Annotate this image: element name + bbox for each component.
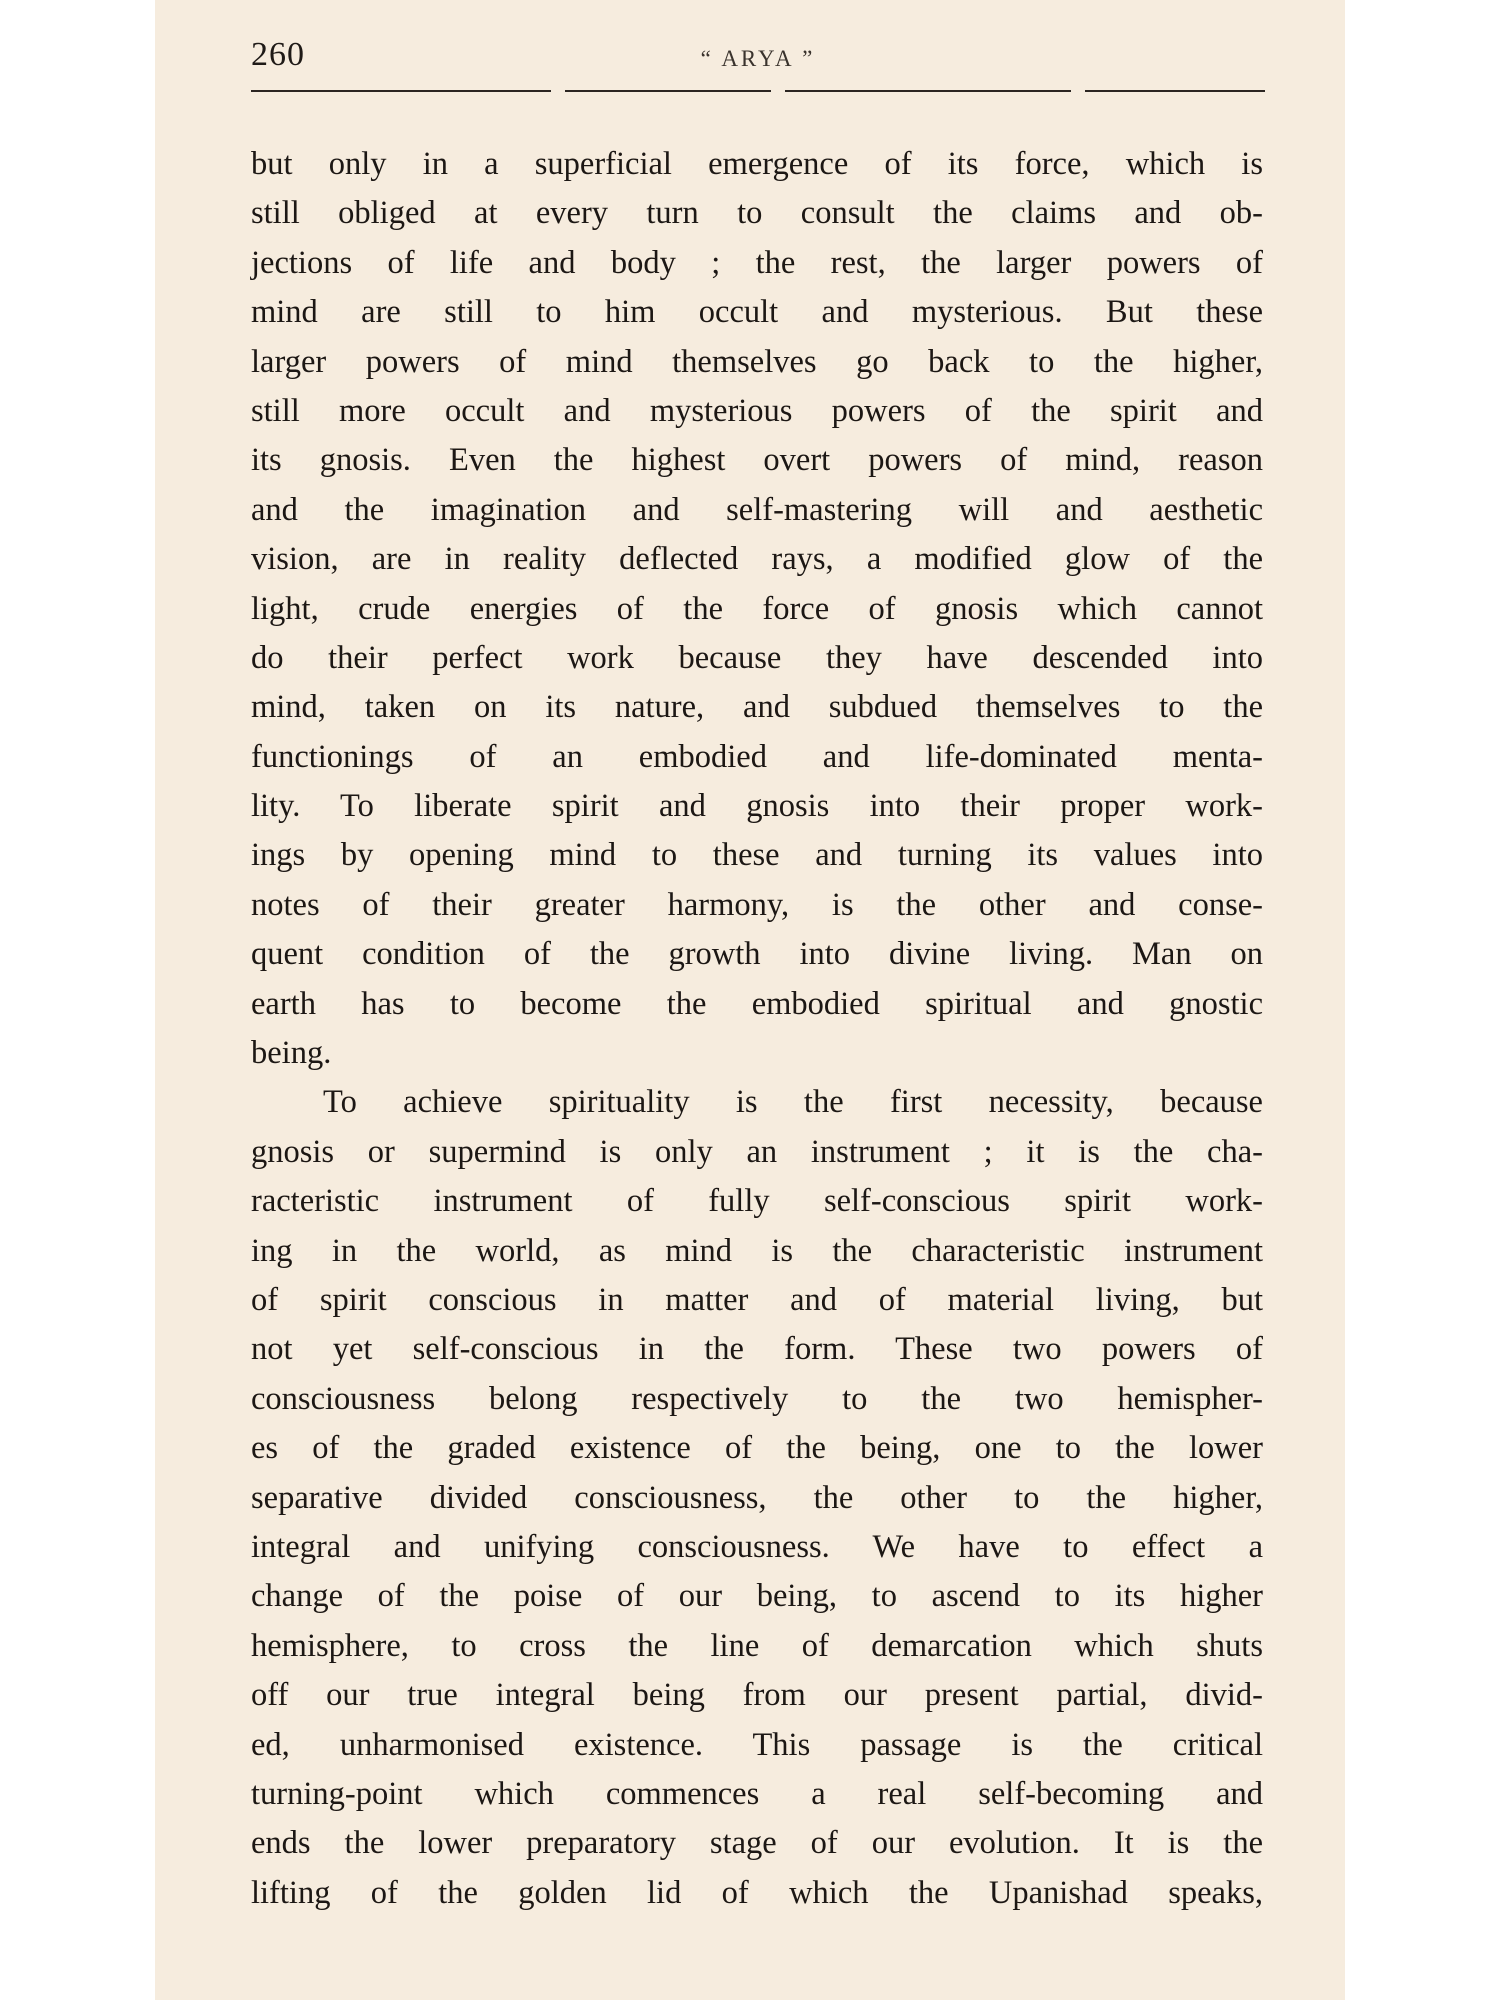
text-line: turning-point which commences a real self-becoming and bbox=[251, 1775, 1263, 1812]
header-rule-gap bbox=[1071, 86, 1085, 94]
text-line: but only in a superficial emergence of its force, which is bbox=[251, 146, 1263, 182]
text-line: lifting of the golden lid of which the Upanishad speaks, bbox=[251, 1874, 1263, 1911]
text-line: still more occult and mysterious powers of the spirit and bbox=[251, 392, 1263, 429]
header-rule-gap bbox=[771, 86, 785, 94]
text-line: lity. To liberate spirit and gnosis into their proper work- bbox=[251, 788, 1263, 825]
text-line: larger powers of mind themselves go back to the higher, bbox=[251, 343, 1263, 380]
text-line: not yet self-conscious in the form. These two powers of bbox=[251, 1331, 1263, 1368]
page-header bbox=[251, 28, 1265, 98]
text-line: its gnosis. Even the highest overt powers of mind, reason bbox=[251, 442, 1263, 479]
text-line: functionings of an embodied and life-dominated menta- bbox=[251, 738, 1263, 775]
text-line: ed, unharmonised existence. This passage is the critical bbox=[251, 1726, 1263, 1763]
text-line: gnosis or supermind is only an instrument ; it is the cha- bbox=[251, 1133, 1263, 1170]
text-line: change of the poise of our being, to ascend to its higher bbox=[251, 1578, 1263, 1615]
text-line: es of the graded existence of the being, one to the lower bbox=[251, 1430, 1263, 1467]
text-line: off our true integral being from our present partial, divid- bbox=[251, 1677, 1263, 1714]
paragraph-start-line: To achieve spirituality is the first necessity, because bbox=[323, 1084, 1263, 1121]
text-line: notes of their greater harmony, is the other and conse- bbox=[251, 886, 1263, 923]
text-line: quent condition of the growth into divine living. Man on bbox=[251, 936, 1263, 973]
text-line: mind, taken on its nature, and subdued themselves to the bbox=[251, 689, 1263, 726]
text-line: and the imagination and self-mastering will and aesthetic bbox=[251, 491, 1263, 528]
text-line: still obliged at every turn to consult the claims and ob- bbox=[251, 195, 1263, 232]
header-rule bbox=[251, 90, 1265, 92]
text-line: consciousness belong respectively to the two hemispher- bbox=[251, 1380, 1263, 1417]
paragraph-end-line: being. bbox=[251, 1035, 332, 1072]
text-line: racteristic instrument of fully self-conscious spirit work- bbox=[251, 1183, 1263, 1220]
book-page bbox=[155, 0, 1345, 2000]
text-line: hemisphere, to cross the line of demarcation which shuts bbox=[251, 1627, 1263, 1664]
text-line: ends the lower preparatory stage of our evolution. It is the bbox=[251, 1825, 1263, 1862]
text-line: light, crude energies of the force of gnosis which cannot bbox=[251, 590, 1263, 627]
text-line: integral and unifying consciousness. We have to effect a bbox=[251, 1528, 1263, 1565]
header-rule-gap bbox=[551, 86, 565, 94]
text-line: vision, are in reality deflected rays, a modified glow of the bbox=[251, 541, 1263, 578]
body-text bbox=[251, 140, 1263, 1918]
text-line: earth has to become the embodied spiritual and gnostic bbox=[251, 985, 1263, 1022]
page-number: 260 bbox=[251, 36, 305, 73]
text-line: of spirit conscious in matter and of material living, but bbox=[251, 1281, 1263, 1318]
text-line: jections of life and body ; the rest, the larger powers of bbox=[251, 244, 1263, 281]
running-title: “ ARYA ” bbox=[700, 46, 816, 71]
text-line: mind are still to him occult and mysterious. But these bbox=[251, 294, 1263, 331]
text-line: ings by opening mind to these and turning its values into bbox=[251, 837, 1263, 874]
text-line: do their perfect work because they have descended into bbox=[251, 639, 1263, 676]
text-line: separative divided consciousness, the other to the higher, bbox=[251, 1479, 1263, 1516]
text-line: ing in the world, as mind is the characteristic instrument bbox=[251, 1232, 1263, 1269]
